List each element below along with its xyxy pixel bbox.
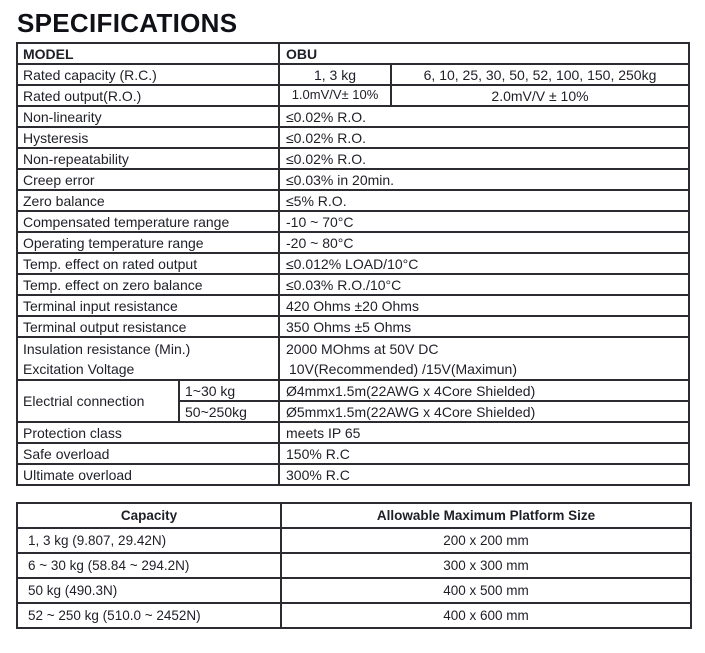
table-row: [17, 603, 691, 628]
capacity-value: 1, 3 kg (9.807, 29.42N): [17, 528, 281, 553]
capacity-column-header: Capacity: [17, 503, 281, 528]
spec-sub-range: 50~250kg: [179, 401, 279, 422]
capacity-value: 50 kg (490.3N): [17, 578, 281, 603]
spec-label: Safe overload: [17, 443, 279, 464]
spec-value-double: [279, 337, 689, 380]
table-row: [17, 106, 689, 127]
table-row: [17, 127, 689, 148]
platform-size-value: 400 x 600 mm: [281, 603, 691, 628]
spec-label: Excitation Voltage: [23, 360, 135, 377]
table-row: [17, 85, 689, 106]
table-row: [17, 503, 691, 528]
spec-value-high-range: 2.0mV/V ± 10%: [391, 85, 689, 106]
spec-value: 420 Ohms ±20 Ohms: [279, 295, 689, 316]
model-header-value: OBU: [279, 43, 689, 64]
table-row: [17, 148, 689, 169]
table-row: [17, 253, 689, 274]
table-row: [17, 211, 689, 232]
spec-value-low-range: 1.0mV/V± 10%: [279, 85, 391, 106]
spec-label: Operating temperature range: [17, 232, 279, 253]
table-row: [17, 528, 691, 553]
table-row: [17, 422, 689, 443]
spec-label: Creep error: [17, 169, 279, 190]
capacity-value: 6 ~ 30 kg (58.84 ~ 294.2N): [17, 553, 281, 578]
spec-value: 150% R.C: [279, 443, 689, 464]
spec-value: ≤0.03% in 20min.: [279, 169, 689, 190]
table-row: [17, 232, 689, 253]
capacity-value: 52 ~ 250 kg (510.0 ~ 2452N): [17, 603, 281, 628]
spec-label: Protection class: [17, 422, 279, 443]
spec-label: Rated output(R.O.): [17, 85, 279, 106]
spec-label: Terminal input resistance: [17, 295, 279, 316]
spec-value: ≤0.02% R.O.: [279, 127, 689, 148]
datasheet-page: [0, 10, 705, 653]
spec-value: 300% R.C: [279, 464, 689, 485]
table-row: [17, 443, 689, 464]
table-row: [17, 316, 689, 337]
spec-label: Temp. effect on rated output: [17, 253, 279, 274]
spec-value: ≤0.02% R.O.: [279, 148, 689, 169]
platform-column-header: Allowable Maximum Platform Size: [281, 503, 691, 528]
model-header-label: MODEL: [17, 43, 279, 64]
spec-value: 2000 MOhms at 50V DC: [286, 340, 439, 357]
spec-label-double: [17, 337, 279, 380]
spec-value: 10V(Recommended) /15V(Maximun): [289, 360, 517, 377]
spec-label: Non-linearity: [17, 106, 279, 127]
spec-label: Zero balance: [17, 190, 279, 211]
specifications-table: [16, 42, 690, 486]
table-row: [17, 169, 689, 190]
spec-value: ≤0.012% LOAD/10°C: [279, 253, 689, 274]
table-row: [17, 274, 689, 295]
table-row: [17, 553, 691, 578]
spec-label: Compensated temperature range: [17, 211, 279, 232]
spec-label: Rated capacity (R.C.): [17, 64, 279, 85]
spec-label: Ultimate overload: [17, 464, 279, 485]
table-row: [17, 337, 689, 380]
spec-value: Ø4mmx1.5m(22AWG x 4Core Shielded): [279, 380, 689, 401]
page-title: SPECIFICATIONS: [17, 8, 238, 38]
spec-value: 350 Ohms ±5 Ohms: [279, 316, 689, 337]
spec-value-high-range: 6, 10, 25, 30, 50, 52, 100, 150, 250kg: [391, 64, 689, 85]
platform-size-value: 200 x 200 mm: [281, 528, 691, 553]
spec-value: ≤5% R.O.: [279, 190, 689, 211]
spec-label: Non-repeatability: [17, 148, 279, 169]
table-row: [17, 380, 689, 401]
table-row: [17, 464, 689, 485]
spec-value: -10 ~ 70°C: [279, 211, 689, 232]
capacity-platform-table: [16, 502, 692, 629]
table-row: [17, 578, 691, 603]
platform-size-value: 400 x 500 mm: [281, 578, 691, 603]
table-row: [17, 43, 689, 64]
spec-value: meets IP 65: [279, 422, 689, 443]
spec-sub-range: 1~30 kg: [179, 380, 279, 401]
table-row: [17, 190, 689, 211]
spec-value: -20 ~ 80°C: [279, 232, 689, 253]
spec-label: Insulation resistance (Min.): [23, 340, 191, 357]
spec-value: Ø5mmx1.5m(22AWG x 4Core Shielded): [279, 401, 689, 422]
table-row: [17, 295, 689, 316]
spec-label: Temp. effect on zero balance: [17, 274, 279, 295]
spec-value-low-range: 1, 3 kg: [279, 64, 391, 85]
spec-value: ≤0.03% R.O./10°C: [279, 274, 689, 295]
spec-label: Terminal output resistance: [17, 316, 279, 337]
spec-label: Hysteresis: [17, 127, 279, 148]
spec-value: ≤0.02% R.O.: [279, 106, 689, 127]
spec-label: Electrial connection: [17, 380, 179, 422]
table-row: [17, 64, 689, 85]
platform-size-value: 300 x 300 mm: [281, 553, 691, 578]
